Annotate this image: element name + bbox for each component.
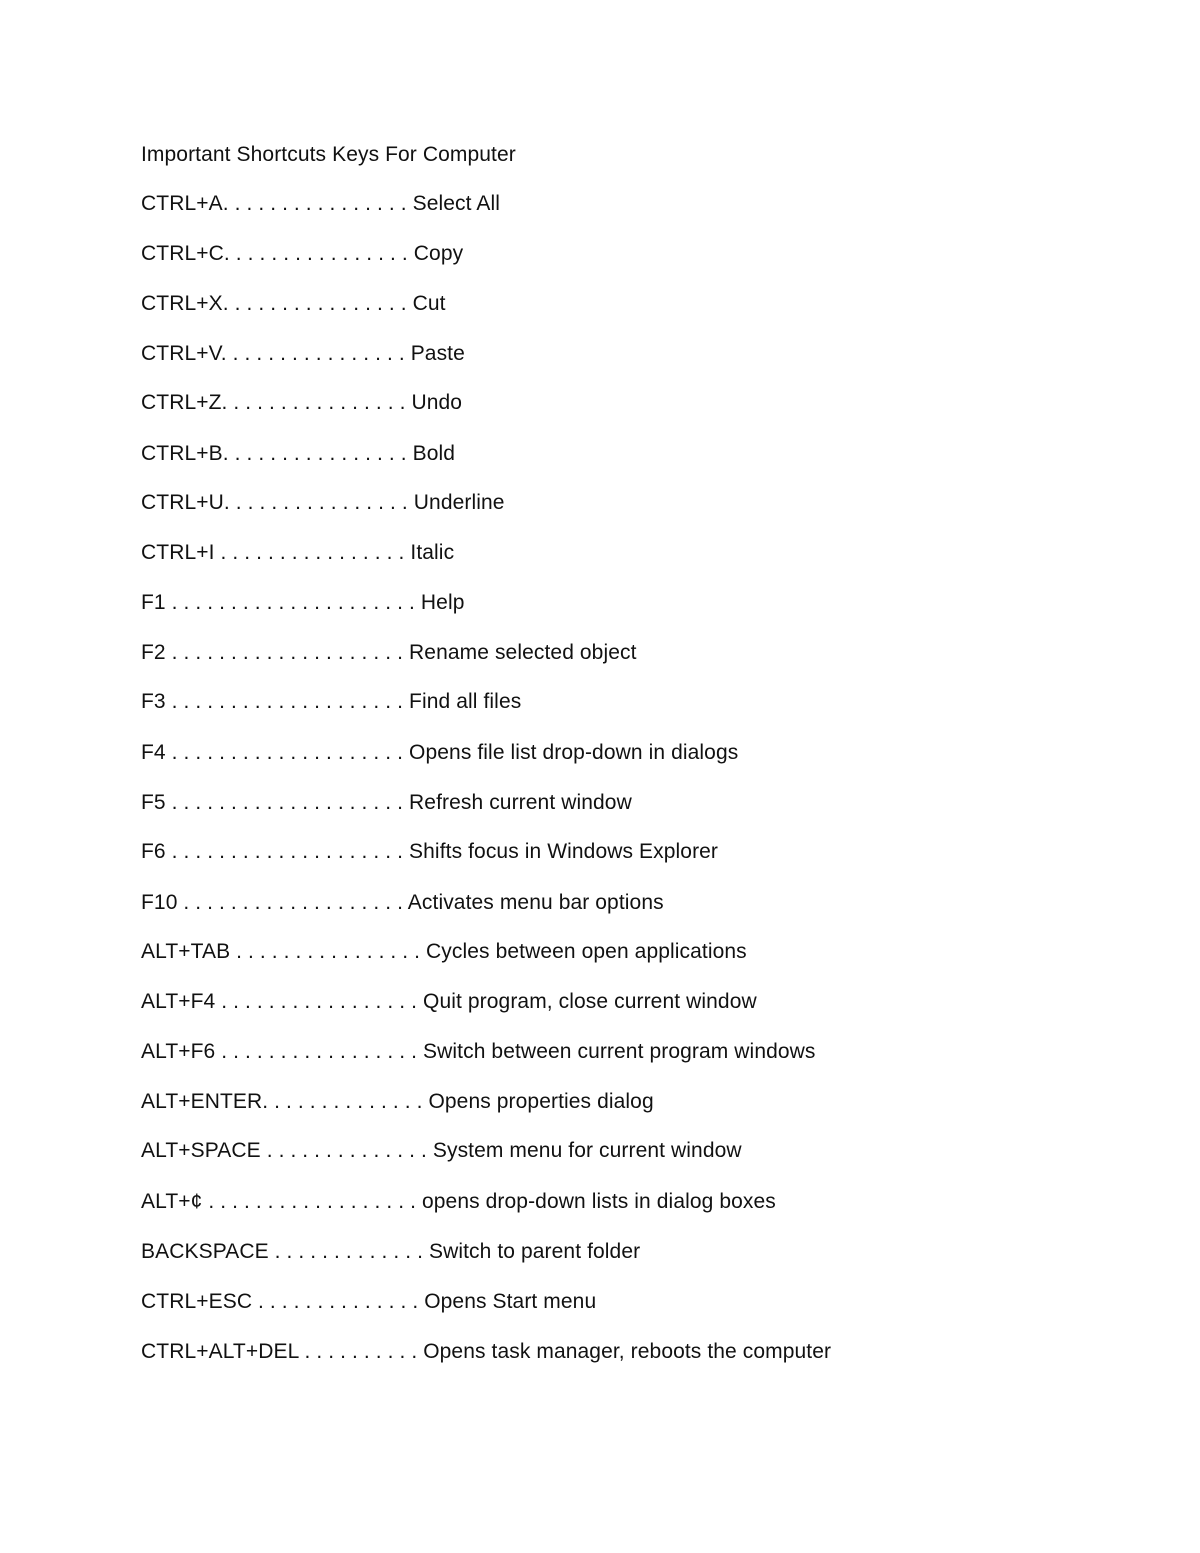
shortcut-line	[141, 1137, 742, 1165]
dot-leader: . . . . . . . . . . . . . . . . . . . .	[165, 791, 410, 814]
shortcut-action: Italic	[410, 541, 455, 564]
shortcut-line	[141, 988, 757, 1016]
shortcut-action: Select All	[412, 192, 501, 215]
dot-leader: . . . . . . . . . . . . . . . .	[223, 491, 414, 514]
dot-leader: . . . . . . . . . . . . . . . . . . . .	[165, 690, 410, 713]
dot-leader: . . . . . . . . . . . . . . . . . . . .	[165, 641, 410, 664]
shortcut-action: Shifts focus in Windows Explorer	[409, 840, 719, 863]
dot-leader: . . . . . . . . . . . . . . . .	[221, 391, 412, 414]
shortcut-line	[141, 688, 521, 716]
shortcut-key: F10	[141, 891, 178, 914]
shortcut-key: ALT+¢	[141, 1190, 203, 1213]
shortcut-key: F5	[141, 791, 166, 814]
shortcut-line	[141, 789, 632, 817]
dot-leader: . . . . . . . . . . . . . . . . .	[215, 1040, 424, 1063]
shortcut-key: CTRL+ALT+DEL	[141, 1340, 299, 1363]
shortcut-action: Switch between current program windows	[423, 1040, 816, 1063]
shortcut-key: ALT+TAB	[141, 940, 231, 963]
dot-leader: . . . . . . . . . . . . . . . . . . . .	[165, 741, 410, 764]
shortcut-line	[141, 440, 455, 468]
shortcut-line	[141, 1288, 596, 1316]
shortcut-line	[141, 1188, 776, 1216]
shortcut-action: Refresh current window	[409, 791, 632, 814]
shortcut-action: Quit program, close current window	[423, 990, 757, 1013]
shortcut-action: Rename selected object	[409, 641, 637, 664]
dot-leader: . . . . . . . . . . . . . . . . . . . .	[165, 840, 410, 863]
shortcut-action: System menu for current window	[432, 1139, 742, 1162]
shortcut-action: Help	[420, 591, 465, 614]
shortcut-key: BACKSPACE	[141, 1240, 269, 1263]
dot-leader: . . . . . . . . . .	[298, 1340, 424, 1363]
shortcut-key: F3	[141, 690, 166, 713]
shortcut-line	[141, 290, 446, 318]
shortcut-action: Opens file list drop-down in dialogs	[409, 741, 739, 764]
shortcut-action: Paste	[410, 342, 465, 365]
shortcut-key: CTRL+B	[141, 442, 223, 465]
shortcut-line	[141, 889, 664, 917]
shortcut-key: CTRL+V	[141, 342, 221, 365]
dot-leader: . . . . . . . . . . . . . . . .	[222, 192, 413, 215]
shortcut-key: F4	[141, 741, 166, 764]
shortcut-line	[141, 589, 465, 617]
shortcut-action: Cycles between open applications	[426, 940, 747, 963]
dot-leader: . . . . . . . . . . . . .	[268, 1240, 429, 1263]
shortcut-action: Opens Start menu	[424, 1290, 597, 1313]
shortcut-line	[141, 1038, 816, 1066]
shortcut-action: opens drop-down lists in dialog boxes	[421, 1190, 776, 1213]
shortcut-key: ALT+F6	[141, 1040, 216, 1063]
dot-leader: . . . . . . . . . . . . . . . .	[222, 442, 413, 465]
shortcut-line	[141, 739, 738, 767]
shortcut-line	[141, 838, 718, 866]
shortcut-action: Bold	[412, 442, 456, 465]
shortcut-line	[141, 190, 500, 218]
shortcut-action: Activates menu bar options	[407, 891, 664, 914]
dot-leader: . . . . . . . . . . . . . . . . . . . . .	[165, 591, 421, 614]
shortcut-key: F2	[141, 641, 166, 664]
shortcut-line	[141, 938, 747, 966]
shortcut-action: Copy	[413, 242, 464, 265]
shortcut-action: Underline	[413, 491, 505, 514]
shortcut-line	[141, 1238, 640, 1266]
shortcut-key: F1	[141, 591, 166, 614]
dot-leader: . . . . . . . . . . . . . . . .	[220, 342, 411, 365]
document-title: Important Shortcuts Keys For Computer	[141, 143, 516, 166]
dot-leader: . . . . . . . . . . . . . .	[260, 1139, 433, 1162]
dot-leader: . . . . . . . . . . . . . .	[262, 1090, 429, 1113]
shortcut-key: CTRL+Z	[141, 391, 222, 414]
shortcut-key: CTRL+C	[141, 242, 224, 265]
shortcut-line	[141, 1338, 831, 1366]
shortcut-action: Undo	[411, 391, 463, 414]
shortcut-key: ALT+F4	[141, 990, 216, 1013]
dot-leader: . . . . . . . . . . . . . . . .	[222, 292, 413, 315]
shortcut-action: Opens properties dialog	[428, 1090, 654, 1113]
shortcut-action: Cut	[412, 292, 446, 315]
shortcut-line	[141, 539, 454, 567]
shortcut-line	[141, 240, 463, 268]
shortcut-line	[141, 340, 465, 368]
dot-leader: . . . . . . . . . . . . . . . . . . .	[177, 891, 408, 914]
dot-leader: . . . . . . . . . . . . . . . .	[230, 940, 427, 963]
shortcut-key: F6	[141, 840, 166, 863]
shortcut-key: ALT+ENTER	[141, 1090, 263, 1113]
shortcut-line	[141, 389, 462, 417]
shortcut-line	[141, 489, 505, 517]
shortcut-key: CTRL+A	[141, 192, 223, 215]
shortcut-line	[141, 639, 637, 667]
shortcut-action: Switch to parent folder	[428, 1240, 641, 1263]
dot-leader: . . . . . . . . . . . . . . . .	[214, 541, 411, 564]
shortcut-key: CTRL+ESC	[141, 1290, 253, 1313]
shortcut-action: Find all files	[409, 690, 522, 713]
shortcut-action: Opens task manager, reboots the computer	[423, 1340, 832, 1363]
dot-leader: . . . . . . . . . . . . . . . . . .	[202, 1190, 422, 1213]
shortcut-key: CTRL+U	[141, 491, 224, 514]
shortcut-key: CTRL+X	[141, 292, 223, 315]
shortcut-line	[141, 1088, 654, 1116]
dot-leader: . . . . . . . . . . . . . .	[252, 1290, 425, 1313]
dot-leader: . . . . . . . . . . . . . . . . .	[215, 990, 424, 1013]
shortcut-key: ALT+SPACE	[141, 1139, 261, 1162]
dot-leader: . . . . . . . . . . . . . . . .	[223, 242, 414, 265]
shortcut-key: CTRL+I	[141, 541, 215, 564]
